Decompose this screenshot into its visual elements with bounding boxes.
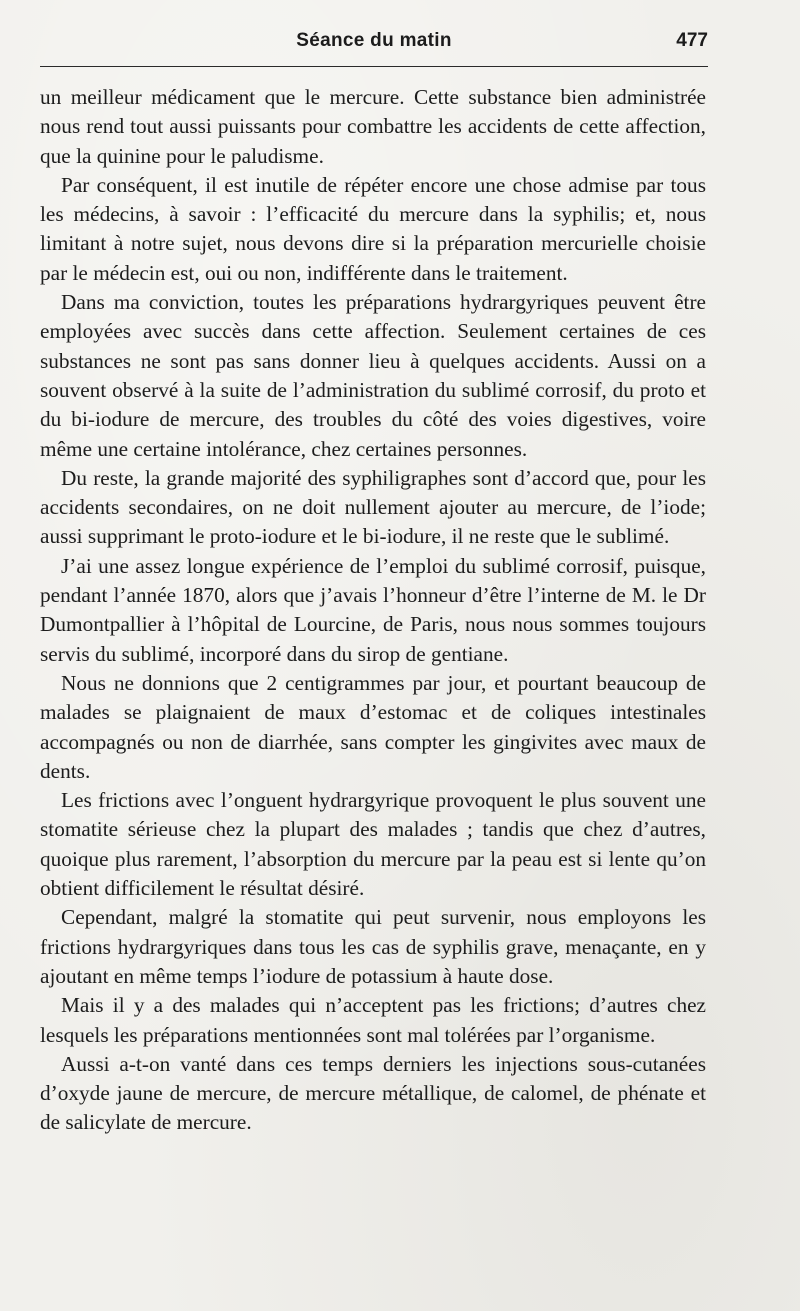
paragraph-1: un meilleur médicament que le mercure. Cette substance bien administrée nous rend tout aussi puissants pour combattre les accidents de cette affection, que la quinine pour le paludisme. xyxy=(40,85,706,168)
header-rule xyxy=(40,66,708,67)
paragraph-2: Par conséquent, il est inutile de répéter encore une chose admise par tous les médecins, à savoir : l’efficacité du mercure dans la syphilis; et, nous limitant à notre sujet, nous devons dire si la préparation mercurielle choisie par le médecin est, oui ou non, indifférente dans le traitement. xyxy=(40,172,706,285)
paragraph-9: Mais il y a des malades qui n’acceptent pas les frictions; d’autres chez lesquels les préparations mentionnées sont mal tolérées par l’organisme. xyxy=(40,993,706,1047)
page-number: 477 xyxy=(676,30,708,51)
page-header xyxy=(40,30,708,60)
paragraph-7: Les frictions avec l’onguent hydrargyrique provoquent le plus souvent une stomatite sérieuse chez la plupart des malades ; tandis que chez d’autres, quoique plus rarement, l’absorption du mercure par la peau est si lente qu’on obtient difficilement le résultat désiré. xyxy=(40,788,706,901)
running-title: Séance du matin xyxy=(296,30,452,51)
paragraph-10: Aussi a-t-on vanté dans ces temps derniers les injections sous-cutanées d’oxyde jaune de mercure, de mercure métallique, de calomel, de phénate et de salicylate de mercure. xyxy=(40,1051,706,1135)
body-text xyxy=(40,83,706,1138)
paragraph-4: Du reste, la grande majorité des syphiligraphes sont d’accord que, pour les accidents secondaires, on ne doit nullement ajouter au mercure, de l’iode; aussi supprimant le proto-iodure et le bi-iodure, il ne reste que le sublimé. xyxy=(40,465,706,549)
paragraph-8: Cependant, malgré la stomatite qui peut survenir, nous employons les frictions hydrargyriques dans tous les cas de syphilis grave, menaçante, en y ajoutant en même temps l’iodure de potassium à haute dose. xyxy=(40,905,706,988)
paragraph-3: Dans ma conviction, toutes les préparations hydrargyriques peuvent être employées avec succès dans cette affection. Seulement certaines de ces substances ne sont pas sans donner lieu à quelques accidents. Aussi on a souvent observé à la suite de l’administration du sublimé corrosif, du proto et du bi-iodure de mercure, des troubles du côté des voies digestives, voire même une certaine intolérance, chez certaines personnes. xyxy=(40,290,706,461)
paragraph-6: Nous ne donnions que 2 centigrammes par jour, et pourtant beaucoup de malades se plaignaient de maux d’estomac et de coliques intestinales accompagnés ou non de diarrhée, sans compter les gingivites avec maux de dents. xyxy=(40,670,706,783)
paragraph-5: J’ai une assez longue expérience de l’emploi du sublimé corrosif, puisque, pendant l’année 1870, alors que j’avais l’honneur d’être l’interne de M. le Dr Dumontpallier à l’hôpital de Lourcine, de Paris, nous nous sommes toujours servis du sublimé, incorporé dans du sirop de gentiane. xyxy=(40,553,706,666)
